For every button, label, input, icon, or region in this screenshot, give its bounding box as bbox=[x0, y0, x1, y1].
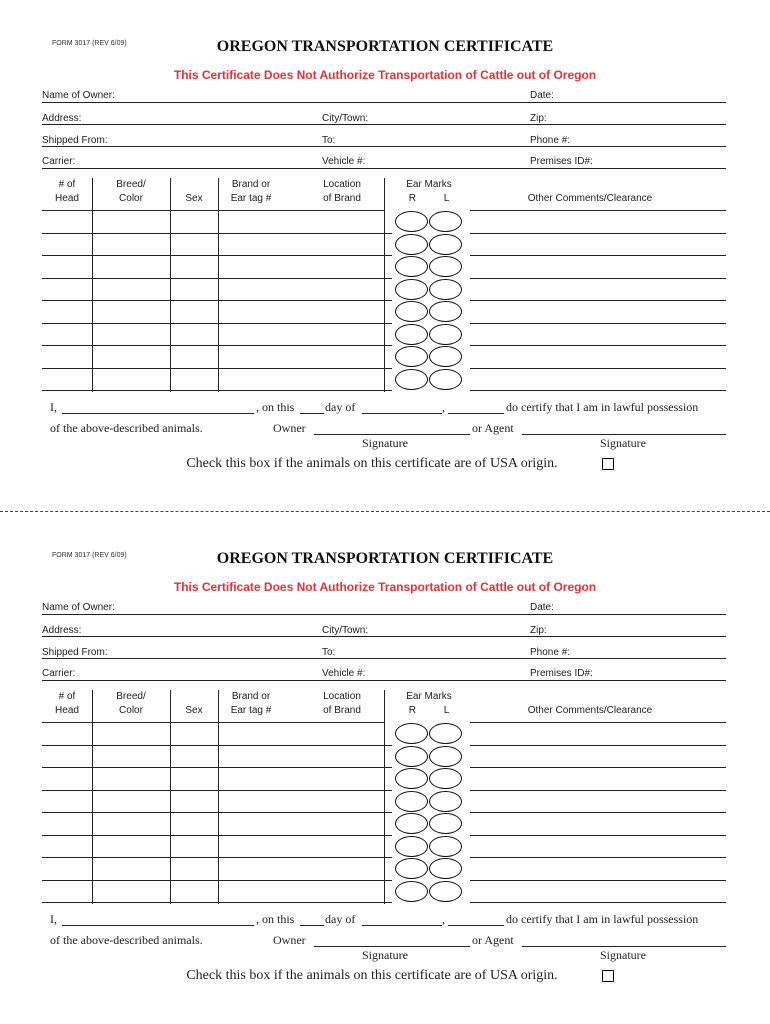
cert-i: I, bbox=[50, 912, 57, 926]
agent-signature-line[interactable] bbox=[522, 434, 726, 435]
name-of-owner-label: Name of Owner: bbox=[42, 602, 115, 613]
month-blank[interactable] bbox=[362, 925, 442, 926]
table-row-line bbox=[42, 902, 392, 903]
col-breed-header: Breed/ Color bbox=[116, 179, 146, 204]
form-subtitle: This Certificate Does Not Authorize Transportation of Cattle out of Oregon bbox=[173, 68, 597, 82]
col-brand-header: Brand or Ear tag # bbox=[230, 691, 272, 716]
phone-label: Phone #: bbox=[530, 647, 571, 658]
table-row-line bbox=[470, 368, 726, 369]
col-sex-header: Sex bbox=[185, 193, 203, 204]
ear-mark-left-icon[interactable] bbox=[429, 279, 462, 300]
usa-origin-text: Check this box if the animals on this certificate are of USA origin. bbox=[186, 456, 558, 471]
name-of-owner-label: Name of Owner: bbox=[42, 90, 115, 101]
vehicle-label: Vehicle #: bbox=[322, 668, 366, 679]
agent-signature-label: Signature bbox=[600, 436, 646, 450]
owner-signature-label: Signature bbox=[362, 948, 408, 962]
ear-mark-left-icon[interactable] bbox=[429, 836, 462, 857]
ear-mark-left-icon[interactable] bbox=[429, 324, 462, 345]
ear-mark-left-icon[interactable] bbox=[429, 211, 462, 232]
col-head-header: # of Head bbox=[55, 691, 79, 716]
table-row-line bbox=[42, 368, 392, 369]
cert-owner: Owner bbox=[273, 421, 306, 435]
table-row-line bbox=[470, 323, 726, 324]
ear-mark-right-icon[interactable] bbox=[395, 234, 428, 255]
table-column-divider bbox=[384, 178, 385, 392]
ear-mark-left-icon[interactable] bbox=[429, 813, 462, 834]
owner-date-field[interactable] bbox=[42, 614, 726, 615]
table-column-divider bbox=[384, 690, 385, 904]
table-row-line bbox=[42, 345, 392, 346]
city-town-label: City/Town: bbox=[322, 113, 369, 124]
ear-mark-left-icon[interactable] bbox=[429, 746, 462, 767]
form-number: FORM 3017 (REV 6/09) bbox=[52, 552, 127, 559]
col-location-header: Location of Brand bbox=[323, 691, 361, 716]
table-row-line bbox=[470, 210, 726, 211]
table-row-line bbox=[470, 233, 726, 234]
cert-certify: do certify that I am in lawful possession bbox=[506, 400, 699, 414]
ear-mark-right-icon[interactable] bbox=[395, 813, 428, 834]
shipped-from-label: Shipped From: bbox=[42, 647, 108, 658]
address-field[interactable] bbox=[42, 124, 726, 125]
ear-mark-right-icon[interactable] bbox=[395, 279, 428, 300]
carrier-field[interactable] bbox=[42, 168, 726, 169]
premises-id-label: Premises ID#: bbox=[530, 668, 593, 679]
ear-mark-right-icon[interactable] bbox=[395, 211, 428, 232]
phone-label: Phone #: bbox=[530, 135, 571, 146]
cert-i: I, bbox=[50, 400, 57, 414]
table-row-line bbox=[470, 255, 726, 256]
form-title: OREGON TRANSPORTATION CERTIFICATE bbox=[216, 550, 554, 567]
table-row-line bbox=[42, 722, 384, 723]
owner-signature-label: Signature bbox=[362, 436, 408, 450]
table-row-line bbox=[42, 210, 384, 211]
shipping-field[interactable] bbox=[42, 658, 726, 659]
name-blank[interactable] bbox=[62, 925, 254, 926]
ear-mark-right-icon[interactable] bbox=[395, 836, 428, 857]
cert-of-animals: of the above-described animals. bbox=[50, 933, 203, 947]
ear-mark-left-icon[interactable] bbox=[429, 346, 462, 367]
ear-mark-left-icon[interactable] bbox=[429, 768, 462, 789]
cert-on-this: , on this bbox=[256, 400, 295, 414]
address-field[interactable] bbox=[42, 636, 726, 637]
vehicle-label: Vehicle #: bbox=[322, 156, 366, 167]
table-row-line bbox=[42, 278, 392, 279]
premises-id-label: Premises ID#: bbox=[530, 156, 593, 167]
table-row-line bbox=[470, 300, 726, 301]
cert-certify: do certify that I am in lawful possession bbox=[506, 912, 699, 926]
table-row-line bbox=[470, 902, 726, 903]
table-row-line bbox=[470, 745, 726, 746]
table-row-line bbox=[42, 255, 392, 256]
table-row-line bbox=[42, 767, 392, 768]
col-earmarks-header: Ear Marks R L bbox=[406, 179, 452, 204]
city-town-label: City/Town: bbox=[322, 625, 369, 636]
carrier-field[interactable] bbox=[42, 680, 726, 681]
usa-origin-text: Check this box if the animals on this certificate are of USA origin. bbox=[186, 968, 558, 983]
cert-of-animals: of the above-described animals. bbox=[50, 421, 203, 435]
table-row-line bbox=[42, 323, 392, 324]
cert-comma: , bbox=[442, 400, 445, 414]
ear-mark-right-icon[interactable] bbox=[395, 256, 428, 277]
table-row-line bbox=[470, 835, 726, 836]
shipped-from-label: Shipped From: bbox=[42, 135, 108, 146]
col-earmarks-header: Ear Marks R L bbox=[406, 691, 452, 716]
cert-day-of: day of bbox=[325, 912, 356, 926]
cert-on-this: , on this bbox=[256, 912, 295, 926]
ear-mark-right-icon[interactable] bbox=[395, 746, 428, 767]
table-row-line bbox=[470, 278, 726, 279]
table-row-line bbox=[42, 745, 392, 746]
ear-mark-left-icon[interactable] bbox=[429, 791, 462, 812]
table-row-line bbox=[42, 835, 392, 836]
zip-label: Zip: bbox=[530, 625, 547, 636]
certificate-form bbox=[0, 512, 770, 1024]
day-blank[interactable] bbox=[300, 925, 324, 926]
table-row-line bbox=[470, 390, 726, 391]
carrier-label: Carrier: bbox=[42, 156, 76, 167]
tear-line bbox=[0, 511, 770, 512]
cert-or-agent: or Agent bbox=[472, 933, 514, 947]
table-row-line bbox=[42, 790, 392, 791]
table-row-line bbox=[470, 767, 726, 768]
year-blank[interactable] bbox=[448, 413, 504, 414]
form-number: FORM 3017 (REV 6/09) bbox=[52, 40, 127, 47]
form-subtitle: This Certificate Does Not Authorize Transportation of Cattle out of Oregon bbox=[173, 580, 597, 594]
carrier-label: Carrier: bbox=[42, 668, 76, 679]
to-label: To: bbox=[322, 135, 336, 146]
usa-origin-checkbox[interactable] bbox=[602, 970, 614, 982]
ear-mark-right-icon[interactable] bbox=[395, 858, 428, 879]
ear-mark-right-icon[interactable] bbox=[395, 346, 428, 367]
ear-mark-left-icon[interactable] bbox=[429, 369, 462, 390]
cert-or-agent: or Agent bbox=[472, 421, 514, 435]
agent-signature-label: Signature bbox=[600, 948, 646, 962]
col-head-header: # of Head bbox=[55, 179, 79, 204]
table-row-line bbox=[470, 880, 726, 881]
date-label: Date: bbox=[530, 602, 554, 613]
ear-mark-left-icon[interactable] bbox=[429, 881, 462, 902]
col-comments-header: Other Comments/Clearance bbox=[527, 705, 653, 716]
ear-mark-right-icon[interactable] bbox=[395, 768, 428, 789]
table-row-line bbox=[42, 812, 392, 813]
address-label: Address: bbox=[42, 113, 82, 124]
owner-signature-line[interactable] bbox=[314, 434, 470, 435]
col-location-header: Location of Brand bbox=[323, 179, 361, 204]
table-row-line bbox=[470, 857, 726, 858]
usa-origin-checkbox[interactable] bbox=[602, 458, 614, 470]
table-row-line bbox=[470, 722, 726, 723]
agent-signature-line[interactable] bbox=[522, 946, 726, 947]
table-row-line bbox=[470, 790, 726, 791]
ear-mark-right-icon[interactable] bbox=[395, 881, 428, 902]
cert-comma: , bbox=[442, 912, 445, 926]
ear-mark-left-icon[interactable] bbox=[429, 858, 462, 879]
table-row-line bbox=[42, 300, 392, 301]
ear-mark-right-icon[interactable] bbox=[395, 324, 428, 345]
zip-label: Zip: bbox=[530, 113, 547, 124]
table-row-line bbox=[470, 812, 726, 813]
day-blank[interactable] bbox=[300, 413, 324, 414]
form-title: OREGON TRANSPORTATION CERTIFICATE bbox=[216, 38, 554, 55]
address-label: Address: bbox=[42, 625, 82, 636]
table-row-line bbox=[42, 857, 392, 858]
ear-mark-left-icon[interactable] bbox=[429, 256, 462, 277]
to-label: To: bbox=[322, 647, 336, 658]
shipping-field[interactable] bbox=[42, 146, 726, 147]
date-label: Date: bbox=[530, 90, 554, 101]
table-row-line bbox=[42, 390, 392, 391]
owner-date-field[interactable] bbox=[42, 102, 726, 103]
ear-mark-right-icon[interactable] bbox=[395, 369, 428, 390]
col-sex-header: Sex bbox=[185, 705, 203, 716]
table-row-line bbox=[42, 880, 392, 881]
name-blank[interactable] bbox=[62, 413, 254, 414]
year-blank[interactable] bbox=[448, 925, 504, 926]
ear-mark-right-icon[interactable] bbox=[395, 723, 428, 744]
cert-owner: Owner bbox=[273, 933, 306, 947]
owner-signature-line[interactable] bbox=[314, 946, 470, 947]
ear-mark-right-icon[interactable] bbox=[395, 791, 428, 812]
ear-mark-left-icon[interactable] bbox=[429, 234, 462, 255]
table-row-line bbox=[470, 345, 726, 346]
col-breed-header: Breed/ Color bbox=[116, 691, 146, 716]
ear-mark-right-icon[interactable] bbox=[395, 301, 428, 322]
table-row-line bbox=[42, 233, 392, 234]
month-blank[interactable] bbox=[362, 413, 442, 414]
cert-day-of: day of bbox=[325, 400, 356, 414]
col-brand-header: Brand or Ear tag # bbox=[230, 179, 272, 204]
col-comments-header: Other Comments/Clearance bbox=[527, 193, 653, 204]
ear-mark-left-icon[interactable] bbox=[429, 301, 462, 322]
ear-mark-left-icon[interactable] bbox=[429, 723, 462, 744]
